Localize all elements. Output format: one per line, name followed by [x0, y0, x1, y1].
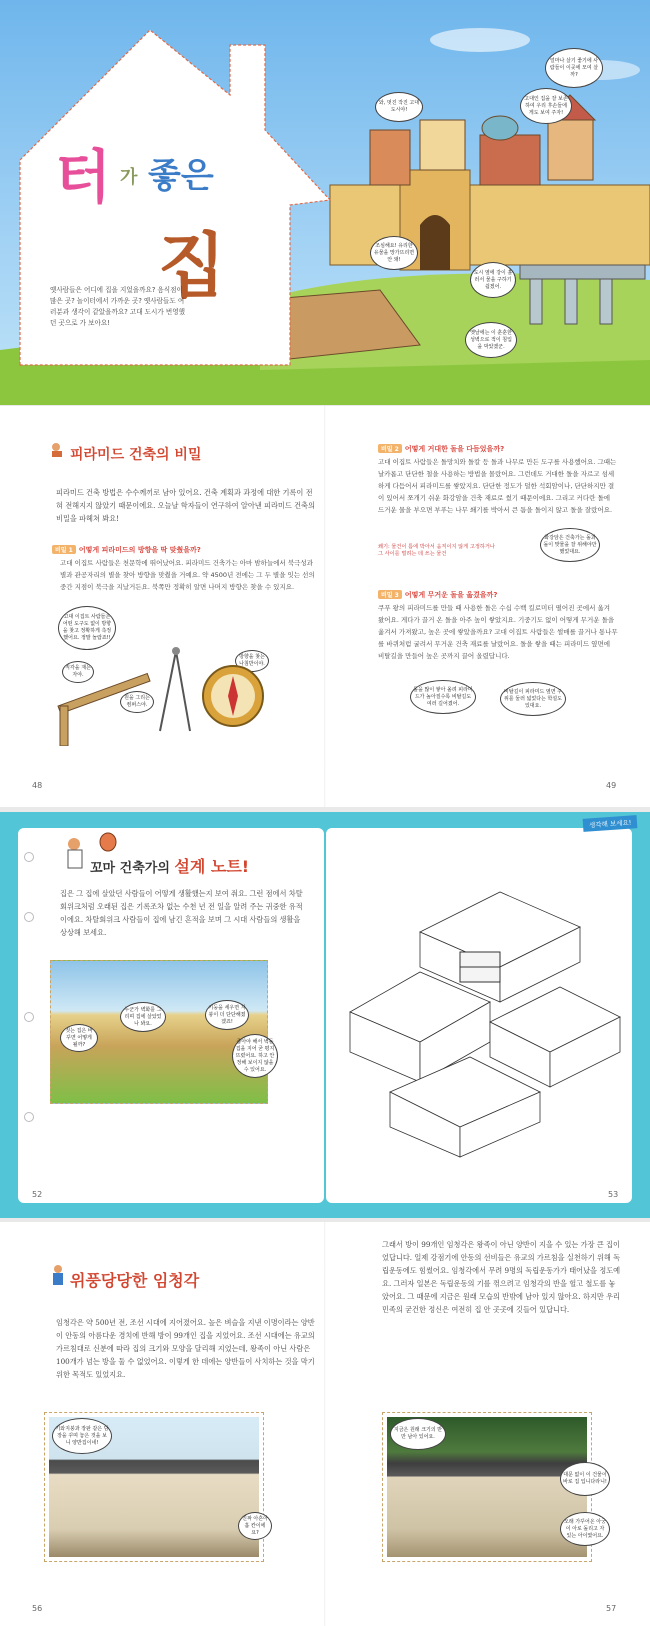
- imcheonggak-heading: 위풍당당한 임청각: [70, 1271, 200, 1290]
- design-note-heading: 꼬마 건축가의 설계 노트!: [90, 857, 250, 876]
- title-ter: 터: [55, 143, 112, 211]
- right-body: 그래서 방이 99개인 임청각은 왕족이 아닌 양반이 지을 수 있는 가장 큰 집이었답니다. 일제 강점기에 안동의 선비들은 유교의 가르침을 실천하기 위해 독립운동에도 힘썼어요. 임청각에서 무려 9명의 독립운동가가 태어났을 정도예요. 그러자 일본은 독립운동의 기를 꺾으려고 임청각의 반을 헐고 철도를 놓았어요. 그 때문에 지금은 원래 모습의 반밖에 남아 있지 않아요. 하지만 우리 민족의 굳건한 정신은 여전히 집 안 곳곳에 깃들어 있답니다.: [382, 1240, 621, 1314]
- bubble-no-tools: 고대 이집트 사람들은 어떤 도구도 없이 방향을 찾고 정확하게 측정했어요. 정말 놀랍죠!!: [58, 606, 116, 650]
- answer-3: 쿠푸 왕의 피라미드를 만들 때 사용한 돌은 수십 수백 킬로미터 떨어진 곳에서 옮겨 왔어요. 게다가 끌거 온 돌을 아주 높이 쌓았지요. 기중기도 없이 어떻게 무거운 돌을 옮겨서 가져왔고, 높은 곳에 쌓았을까요? 고대 이집트 사람들은 썰매를 끌거나 통나무를 바퀴처럼 굴려서 무거운 건축 재료를 날랐어요. 돌을 쌓을 때는 피라미드 옆면에 비탈길을 만들어 높은 곳까지 끌어 올렸답니다.: [378, 604, 618, 660]
- builder-icon: [48, 442, 68, 458]
- photo-bubble-1: 누군가 벽화를 그리며 집에 살았었나 봐요.: [120, 1002, 166, 1032]
- photo-bubble-4: 좁아야 해서 벽돌집을 지어 굳 평지 뜨렸어요. 하고 안정해 보이지 않을 수 있어요.: [232, 1034, 278, 1078]
- ring-3: [24, 1012, 34, 1022]
- wedge-note: 쐐기: 물건이 틈에 박아서 움직이지 않게 고정하거나 그 사이를 벌려는 데 쓰는 물건: [378, 544, 495, 557]
- photo-bubble-2: 기둥을 세우면 지붕이 더 단단해졌겠죠!: [205, 1000, 249, 1030]
- bubble-6: 옛날에는 이 훈훈한 성벽으로 적이 침입을 막았겠군.: [465, 322, 517, 358]
- ring-1: [24, 852, 34, 862]
- title-jip: 집: [158, 225, 226, 307]
- tools-illustration: [48, 636, 268, 746]
- bubble-nav-compass: 방향을 찾는 나침반이야.: [235, 650, 269, 672]
- question-3: 비밀 3 어떻게 무거운 돌을 옮겼을까?: [378, 590, 497, 600]
- bubble-3: 와, 멋진 작진 고대 도시야!: [375, 92, 423, 122]
- ring-2: [24, 912, 34, 922]
- bubble-2: 고대인 집을 잘 보존하여 우리 후손들에게도 보여 주자!: [520, 88, 572, 124]
- title-ga: 가: [120, 167, 138, 188]
- spread-4: [0, 1222, 650, 1626]
- design-note-body: 집은 그 집에 살았던 사람들이 어떻게 생활했는지 보여 줘요. 그런 점에서 차탈회위크처럼 오래된 집은 기록조차 없는 수천 년 전 일을 알려 주는 귀중한 유적이에요. 차탈회위크 사람들이 집에 남긴 흔적을 보며 그 시대 사람들의 생활을 상상해 보세요.: [60, 889, 303, 937]
- photo-bubble-gate: 대문 없이 이 건물이 바로 집 입니다라니!: [560, 1462, 610, 1496]
- spread-1: [0, 0, 650, 405]
- catalhoyuk-sketch: [330, 852, 630, 1182]
- bubble-1: 얼마나 살기 좋기에 사람들이 이곳에 모여 살까?: [545, 48, 603, 88]
- pyramid-heading: 피라미드 건축의 비밀: [70, 447, 202, 463]
- answer-1: 고대 이집트 사람들은 천문학에 뛰어났어요. 피라미드 건축가는 아마 밤하늘에서 북극성과 별과 관공자리의 별을 찾아 방향을 맞췄을 거예요. 약 4500년 전에는 그 두 별을 잇는 선의 중간 지점이 북극을 지났거든요. 북쪽만 정확히 알면 나머지 방향은 찾을 수 있지요.: [60, 559, 315, 591]
- page-number-48: 48: [32, 781, 43, 790]
- bubble-slope: 돌을 많이 쌓아 올려 피라미드가 높아질수록 비탈길도 여러 길어졌어.: [410, 680, 476, 714]
- bubble-square: 직각을 재는 자야.: [62, 661, 94, 683]
- bubble-5: 도시 옆에 강이 흘러서 물을 구하기 쉽겠어.: [470, 262, 516, 298]
- photo-bubble-stove: 오래 가꾸어온 아궁이 아로 돌리고 자 있는 아이였어요.: [560, 1512, 610, 1546]
- answer-2: 고대 이집트 사람들은 돌망치와 돌칼 등 돌과 나무로 만든 도구를 사용했어요. 그때는 날카롭고 단단한 철을 사용하는 방법을 몰랐어요. 그런데도 거대한 돌을 자르고 섬세하게 다듬어서 피라미드를 쌓았지요. 단단한 정도가 덜한 석회암이나, 단단하지만 결이 있어서 쪼개기 쉬운 화강암을 건축 재료로 썼기 때문이에요. 그리고 커다란 돌에 드거운 물을 부으면 부푸는 나무 쐐기를 박아서 큰 틈을 돌이지 않고 돌을 잘랐어요.: [378, 458, 617, 514]
- photo-bubble-yangban: 기와지붕과 장판 같은 담장을 꾸며 놓은 것을 보니 양반집이네!: [52, 1418, 112, 1454]
- fold: [324, 1222, 326, 1626]
- photo-bubble-half: 지금은 원래 크기의 반만 남아 있어요.: [390, 1418, 446, 1450]
- page-number-49: 49: [606, 781, 617, 790]
- page-number-53: 53: [608, 1190, 619, 1199]
- page-number-56: 56: [32, 1604, 43, 1613]
- bubble-compass: 원을 그리는 컴퍼스야.: [120, 691, 154, 713]
- question-1: 비밀 1 어떻게 피라미드의 방향을 딱 맞췄을까?: [52, 545, 201, 555]
- spread-3: [0, 812, 650, 1218]
- pyramid-intro: 피라미드 건축 방법은 수수께끼로 남아 있어요. 건축 계획과 과정에 대한 기록이 전혀 전해지지 않았기 때문이에요. 오늘날 학자들이 연구하여 알아낸 피라미드 건축의 비밀을 파헤쳐 봐요!: [56, 488, 315, 523]
- left-body: 임청각은 약 500년 전, 조선 시대에 지어졌어요. 높은 벼슬을 지낸 이명이라는 양반이 안동의 아름다운 경치에 반해 방이 99개인 집을 지었어요. 조선 시대에는 유교의 가르침대로 신분에 따라 집의 크기와 모양을 달리해 지었는데, 왕족이 아닌 사람은 100개가 넘는 방을 둘 수 없었어요. 이렇게 한 데에는 양반들이 사치하는 것을 막기 위한 목적도 있었지요.: [56, 1318, 315, 1379]
- tab-label: 생각해 보세요!: [583, 815, 638, 832]
- photo-bubble-99: 진짜 아흔아홉 칸이에요?: [238, 1512, 272, 1540]
- bubble-granite: 화강암은 건축가는 돌과 돌이 맞물을 잘 위해야만 했었대요.: [540, 528, 600, 562]
- page-number-57: 57: [606, 1604, 617, 1613]
- fold: [324, 406, 326, 807]
- ring-4: [24, 1112, 34, 1122]
- question-2: 비밀 2 어떻게 거대한 돌을 다듬었을까?: [378, 444, 504, 454]
- bubble-4: 조심해요! 유리한 유물을 망가뜨리면 안 돼!: [370, 236, 418, 270]
- page-number-52: 52: [32, 1190, 43, 1199]
- title-joeun: 좋은: [148, 156, 214, 196]
- bubble-slope-theory: 비탈길이 피라미드 옆면 주 위를 둘러 넓었다는 학설도 있대요.: [500, 682, 566, 716]
- intro-text: 옛사람들은 어디에 집을 지었을까요? 음식점이 많은 곳? 놀이터에서 가까운 곳? 옛사람들도 여러분과 생각이 같았을까요? 고대 도시가 번영했던 곳으로 가 보아요!: [50, 286, 186, 327]
- photo-bubble-3: 짓는 집은 바꾸면 어떻게 될까?: [60, 1024, 98, 1052]
- builder-icon: [48, 1264, 68, 1288]
- spread-2: [0, 406, 650, 807]
